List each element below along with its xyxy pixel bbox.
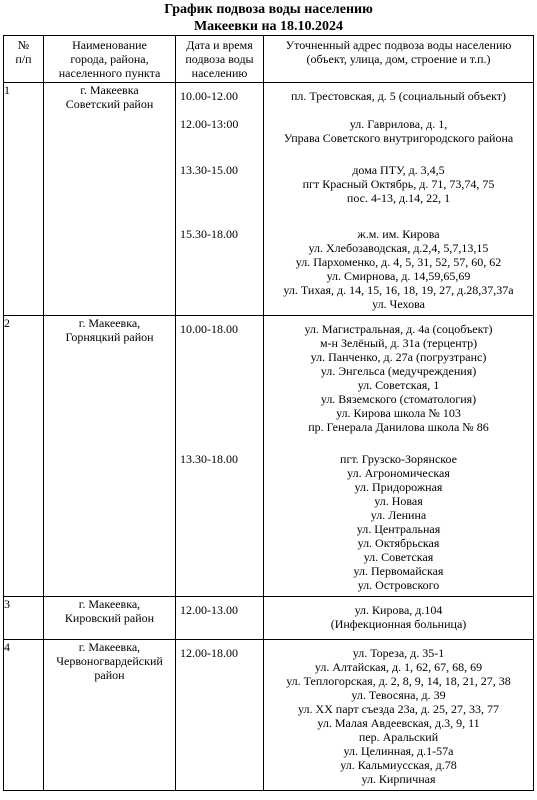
address-line: ул. Чехова	[372, 297, 425, 311]
header-text: Дата и время	[186, 38, 253, 52]
spacer	[176, 617, 263, 631]
document-title: График подвоза воды населению	[164, 2, 373, 17]
spacer	[176, 660, 263, 786]
address-line: ул. Кирова школа № 103	[336, 406, 461, 420]
address-line: ул. Кальмиусская, д.78	[340, 758, 457, 772]
address-line: ул. Энгельса (медучреждения)	[320, 364, 477, 378]
district-cell	[44, 640, 176, 791]
delivery-time: 10.00-18.00	[180, 322, 238, 336]
delivery-time: 12.00-18.00	[180, 646, 238, 660]
district-name-line: район	[94, 668, 125, 682]
address-group	[264, 452, 533, 592]
delivery-time: 10.00-12.00	[180, 89, 238, 103]
district-cell	[44, 597, 176, 640]
header-text: п/п	[15, 52, 32, 66]
address-line: м-н Зелёный, д. 31а (терцентр)	[319, 336, 478, 350]
row-number: 4	[4, 640, 44, 791]
address-line: пос. 4-13, д.14, 22, 1	[346, 191, 451, 205]
address-group	[264, 646, 533, 786]
address-line: ул. Первомайская	[353, 564, 444, 578]
table-row	[4, 597, 534, 640]
address-line: ул. Теплогорская, д. 2, 8, 9, 14, 18, 21, 27, 38	[286, 674, 511, 688]
address-line: пгт Красный Октябрь, д. 71, 73,74, 75	[302, 177, 495, 191]
header-text: (объект, улица, дом, строение и т.п.)	[306, 52, 491, 66]
address-line: пр. Генерала Данилова школа № 86	[308, 420, 489, 434]
header-row	[4, 36, 534, 83]
district-name-line: Кировский район	[64, 611, 155, 625]
table-row	[4, 640, 534, 791]
address-line: ул. Центральная	[356, 522, 441, 536]
address-line: ул. Пархоменко, д. 4, 5, 31, 52, 57, 60, 62	[295, 255, 502, 269]
address-line: (Инфекционная больница)	[330, 617, 467, 631]
address-line: ул. Октябрьская	[357, 536, 440, 550]
address-line: ул. Магистральная, д. 4а (соцобъект)	[304, 322, 493, 336]
row-number: 2	[4, 316, 44, 597]
district-name-line: г. Макеевка,	[78, 640, 141, 654]
district-name-line: г. Макеевка,	[78, 597, 141, 611]
address-group	[264, 322, 533, 434]
address-line: ул. Смирнова, д. 14,59,65,69	[326, 269, 471, 283]
district-name-line: Советский район	[65, 97, 154, 111]
delivery-time: 15.30-18.00	[180, 227, 238, 241]
address-group	[264, 227, 533, 311]
address-line: ул. Придорожная	[354, 480, 443, 494]
delivery-time: 13.30-18.00	[180, 452, 238, 466]
schedule-body	[4, 83, 534, 791]
address-group	[264, 603, 533, 631]
address-line: ж.м. им. Кирова	[357, 227, 440, 241]
row-number: 3	[4, 597, 44, 640]
address-line: пер. Аральский	[358, 730, 439, 744]
address-line: пгт. Грузско-Зорянское	[340, 452, 457, 466]
address-line: ул. Малая Авдеевская, д.3, 9, 11	[317, 716, 480, 730]
address-line: пл. Трестовская, д. 5 (социальный объект)	[290, 89, 507, 103]
time-cell	[176, 316, 264, 597]
address-line: ул. Гаврилова, д. 1,	[349, 117, 448, 131]
row-number: 1	[4, 83, 44, 316]
spacer	[176, 466, 263, 592]
address-line: ул. XX парт съезда 23а, д. 25, 27, 33, 77	[297, 702, 500, 716]
address-line: ул. Тореза, д. 35-1	[352, 646, 445, 660]
header-text: №	[17, 38, 30, 52]
header-text: Уточненный адрес подвоза воды населению	[285, 38, 512, 52]
address-line: Управа Советского внутригородского района	[283, 131, 514, 145]
header-text: города, района,	[70, 52, 149, 66]
header-text: населенного пункта	[58, 66, 161, 80]
district-name-line: г. Макеевка	[80, 83, 139, 97]
district-cell	[44, 316, 176, 597]
table-row	[4, 83, 534, 316]
address-line: ул. Ленина	[370, 508, 427, 522]
time-cell	[176, 83, 264, 316]
header-text: населению	[191, 66, 248, 80]
address-group	[264, 89, 533, 103]
address-line: ул. Алтайская, д. 1, 62, 67, 68, 69	[314, 660, 483, 674]
delivery-time: 13.30-15.00	[180, 163, 238, 177]
district-name-line: Горняцкий район	[65, 330, 154, 344]
spacer	[176, 336, 263, 434]
table-row	[4, 316, 534, 597]
header-time	[176, 36, 264, 83]
district-name-line: Червоногвардейский	[56, 654, 163, 668]
header-text: Наименование	[72, 38, 147, 52]
address-line: ул. Вяземского (стоматология)	[320, 392, 477, 406]
spacer	[176, 241, 263, 311]
document-subtitle: Макеевки на 18.10.2024	[193, 19, 344, 34]
address-line: ул. Хлебозаводская, д.2,4, 5,7,13,15	[308, 241, 489, 255]
address-group	[264, 163, 533, 205]
spacer	[176, 131, 263, 145]
header-place	[44, 36, 176, 83]
address-line: ул. Кирова, д.104	[354, 603, 443, 617]
district-name-line: г. Макеевка,	[78, 316, 141, 330]
header-num	[4, 36, 44, 83]
address-line: ул. Панченко, д. 27а (погрузтранс)	[310, 350, 487, 364]
address-line: ул. Агрономическая	[347, 466, 450, 480]
address-line: ул. Советская	[363, 550, 434, 564]
address-cell	[264, 316, 534, 597]
delivery-time: 12.00-13.00	[180, 603, 238, 617]
address-cell	[264, 597, 534, 640]
address-line: дома ПТУ, д. 3,4,5	[352, 163, 445, 177]
time-cell	[176, 597, 264, 640]
address-line: ул. Островского	[357, 578, 440, 592]
water-schedule-table	[3, 35, 534, 791]
address-line: ул. Советская, 1	[357, 378, 440, 392]
address-group	[264, 117, 533, 145]
address-cell	[264, 83, 534, 316]
spacer	[176, 177, 263, 205]
address-line: ул. Тевосяна, д. 39	[351, 688, 446, 702]
address-line: ул. Тихая, д. 14, 15, 16, 18, 19, 27, д.28,37,37а	[283, 283, 514, 297]
address-line: ул. Новая	[374, 494, 423, 508]
address-line: ул. Целинная, д.1-57а	[343, 744, 454, 758]
district-cell	[44, 83, 176, 316]
address-line: ул. Кирпичная	[361, 772, 436, 786]
header-address	[264, 36, 534, 83]
address-cell	[264, 640, 534, 791]
delivery-time: 12.00-13:00	[180, 117, 239, 131]
header-text: подвоза воды	[185, 52, 254, 66]
time-cell	[176, 640, 264, 791]
